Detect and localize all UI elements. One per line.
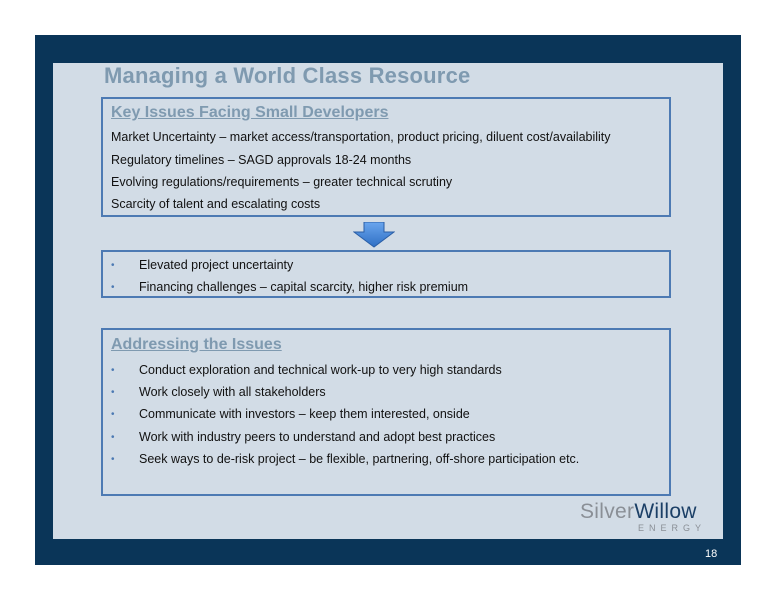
key-issue-line: Market Uncertainty – market access/transportation, product pricing, diluent cost/availability	[111, 130, 611, 144]
list-item	[111, 452, 579, 466]
addressing-text: Communicate with investors – keep them interested, onside	[139, 407, 470, 421]
key-issues-heading: Key Issues Facing Small Developers	[111, 104, 389, 121]
key-issues-box	[101, 97, 671, 217]
consequences-box	[101, 250, 671, 298]
bullet-dot-icon: •	[111, 281, 115, 293]
list-item	[111, 385, 326, 399]
list-item	[111, 258, 293, 272]
list-item	[111, 363, 502, 377]
page-number: 18	[705, 548, 718, 560]
down-arrow-icon	[353, 222, 395, 248]
list-item	[111, 430, 495, 444]
key-issue-line: Regulatory timelines – SAGD approvals 18-24 months	[111, 153, 412, 167]
addressing-heading: Addressing the Issues	[111, 336, 282, 353]
bullet-dot-icon: •	[111, 364, 115, 376]
addressing-text: Seek ways to de-risk project – be flexible, partnering, off-shore participation etc.	[139, 452, 580, 466]
logo-word-silver: Silver	[580, 500, 635, 523]
key-issue-line: Evolving regulations/requirements – greater technical scrutiny	[111, 175, 453, 189]
addressing-text: Work closely with all stakeholders	[139, 385, 326, 399]
consequence-text: Elevated project uncertainty	[139, 258, 294, 272]
list-item	[111, 407, 470, 421]
bullet-dot-icon: •	[111, 408, 115, 420]
bullet-dot-icon: •	[111, 431, 115, 443]
addressing-text: Work with industry peers to understand and adopt best practices	[139, 430, 496, 444]
bullet-dot-icon: •	[111, 259, 115, 271]
addressing-box	[101, 328, 671, 496]
slide-title: Managing a World Class Resource	[104, 63, 471, 88]
key-issue-line: Scarcity of talent and escalating costs	[111, 197, 321, 211]
bullet-dot-icon: •	[111, 386, 115, 398]
logo-wordmark	[580, 500, 697, 524]
consequence-text: Financing challenges – capital scarcity, higher risk premium	[139, 280, 469, 294]
logo-word-willow: Willow	[634, 500, 697, 523]
bullet-dot-icon: •	[111, 453, 115, 465]
addressing-text: Conduct exploration and technical work-up to very high standards	[139, 363, 502, 377]
company-logo	[580, 500, 706, 536]
logo-subtitle: ENERGY	[638, 523, 707, 533]
list-item	[111, 280, 468, 294]
